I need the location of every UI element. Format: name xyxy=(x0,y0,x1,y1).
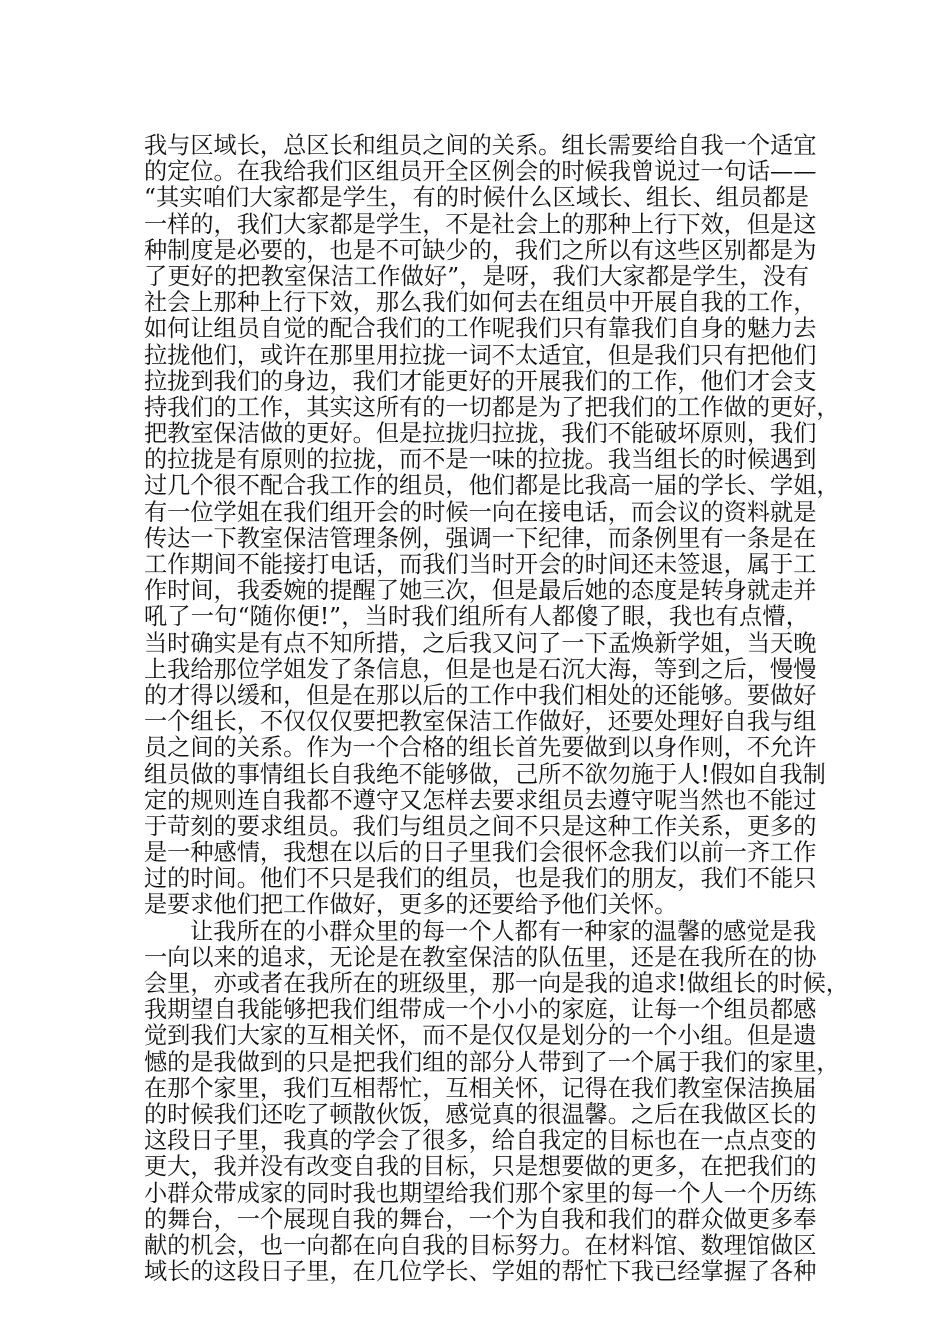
document-page xyxy=(144,132,849,1286)
text-line: 憾的是我做到的只是把我们组的部分人带到了一个属于我们的家里， xyxy=(144,1048,840,1076)
text-line: 献的机会，也一向都在向自我的目标努力。在材料馆、数理馆做区 xyxy=(144,1231,817,1259)
text-line: 作时间，我委婉的提醒了她三次，但是最后她的态度是转身就走并 xyxy=(144,577,817,605)
text-line: 一样的，我们大家都是学生，不是社会上的那种上行下效，但是这 xyxy=(144,210,817,238)
text-line: 是一种感情，我想在以后的日子里我们会很怀念我们以前一齐工作 xyxy=(144,839,817,867)
text-line: 员之间的关系。作为一个合格的组长首先要做到以身作则，不允许 xyxy=(144,734,817,762)
text-line: 持我们的工作，其实这所有的一切都是为了把我们的工作做的更好， xyxy=(144,393,840,421)
text-line: 小群众带成家的同时我也期望给我们那个家里的每一个人一个历练 xyxy=(144,1179,817,1207)
text-line: 社会上那种上行下效，那么我们如何去在组员中开展自我的工作， xyxy=(144,289,817,317)
text-line: 种制度是必要的，也是不可缺少的，我们之所以有这些区别都是为 xyxy=(144,236,817,264)
text-line: 的才得以缓和，但是在那以后的工作中我们相处的还能够。要做好 xyxy=(144,681,817,709)
text-line: 吼了一句“随你便!”，当时我们组所有人都傻了眼，我也有点懵， xyxy=(144,603,809,631)
text-line: 一个组长，不仅仅仅要把教室保洁工作做好，还要处理好自我与组 xyxy=(144,708,817,736)
text-line: 我期望自我能够把我们组带成一个小小的家庭，让每一个组员都感 xyxy=(144,996,817,1024)
text-line: 这段日子里，我真的学会了很多，给自我定的目标也在一点点变的 xyxy=(144,1127,817,1155)
text-line: 让我所在的小群众里的每一个人都有一种家的温馨的感觉是我 xyxy=(190,917,817,945)
text-line: 如何让组员自觉的配合我们的工作呢我们只有靠我们自身的魅力去 xyxy=(144,315,817,343)
text-line: 一向以来的追求，无论是在教室保洁的队伍里，还是在我所在的协 xyxy=(144,943,817,971)
text-line: 的舞台，一个展现自我的舞台，一个为自我和我们的群众做更多奉 xyxy=(144,1205,817,1233)
text-line: 在那个家里，我们互相帮忙，互相关怀，记得在我们教室保洁换届 xyxy=(144,1074,817,1102)
text-line: 于苛刻的要求组员。我们与组员之间不只是这种工作关系，更多的 xyxy=(144,812,817,840)
text-line: 当时确实是有点不知所措，之后我又问了一下孟焕新学姐，当天晚 xyxy=(144,629,817,657)
text-line: “其实咱们大家都是学生，有的时候什么区域长、组长、组员都是 xyxy=(144,184,809,212)
text-line: 有一位学姐在我们组开会的时候一向在接电话，而会议的资料就是 xyxy=(144,498,817,526)
text-line: 上我给那位学姐发了条信息，但是也是石沉大海，等到之后，慢慢 xyxy=(144,655,817,683)
text-line: 定的规则连自我都不遵守又怎样去要求组员去遵守呢当然也不能过 xyxy=(144,786,817,814)
text-line: 的时候我们还吃了顿散伙饭，感觉真的很温馨。之后在我做区长的 xyxy=(144,1100,817,1128)
text-line: 拉拢到我们的身边，我们才能更好的开展我们的工作，他们才会支 xyxy=(144,367,817,395)
text-line: 会里，亦或者在我所在的班级里，那一向是我的追求!做组长的时候， xyxy=(144,970,849,997)
text-line: 是要求他们把工作做好，更多的还要给予他们关怀。 xyxy=(144,891,678,919)
text-line: 过几个很不配合我工作的组员，他们都是比我高一届的学长、学姐， xyxy=(144,472,840,500)
text-line: 域长的这段日子里，在几位学长、学姐的帮忙下我已经掌握了各种 xyxy=(144,1258,817,1286)
text-line: 的拉拢是有原则的拉拢，而不是一味的拉拢。我当组长的时候遇到 xyxy=(144,446,817,474)
text-line: 过的时间。他们不只是我们的组员，也是我们的朋友，我们不能只 xyxy=(144,865,817,893)
text-line: 组员做的事情组长自我绝不能够做，己所不欲勿施于人!假如自我制 xyxy=(144,760,826,788)
text-line: 拉拢他们，或许在那里用拉拢一词不太适宜，但是我们只有把他们 xyxy=(144,341,817,369)
text-line: 更大，我并没有改变自我的目标，只是想要做的更多，在把我们的 xyxy=(144,1153,817,1181)
text-line: 把教室保洁做的更好。但是拉拢归拉拢，我们不能破坏原则，我们 xyxy=(144,420,817,448)
text-line: 传达一下教室保洁管理条例，强调一下纪律，而条例里有一条是在 xyxy=(144,524,817,552)
text-line: 觉到我们大家的互相关怀，而不是仅仅是划分的一个小组。但是遗 xyxy=(144,1022,817,1050)
text-line: 的定位。在我给我们区组员开全区例会的时候我曾说过一句话—— xyxy=(144,158,817,186)
text-line: 工作期间不能接打电话，而我们当时开会的时间还未签退，属于工 xyxy=(144,551,817,578)
text-line: 我与区域长，总区长和组员之间的关系。组长需要给自我一个适宜 xyxy=(144,132,817,159)
text-line: 了更好的把教室保洁工作做好”，是呀，我们大家都是学生，没有 xyxy=(144,262,809,290)
